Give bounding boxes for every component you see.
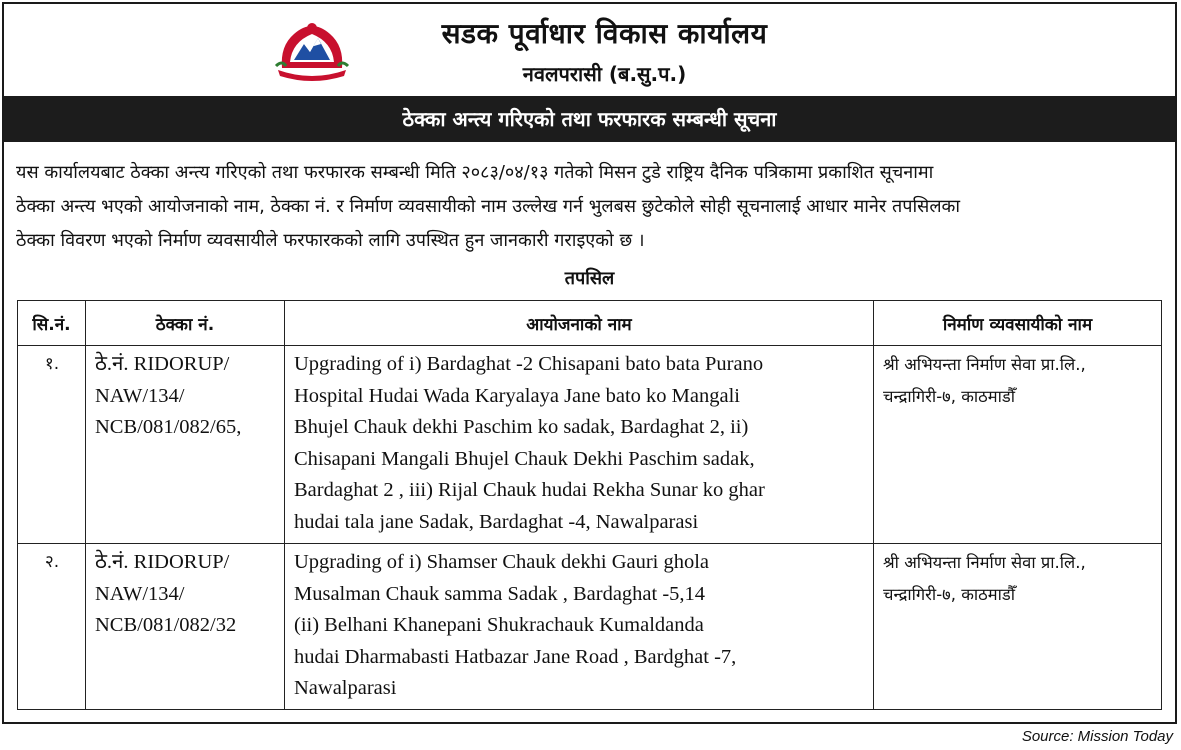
project-name-cell: Upgrading of i) Shamser Chauk dekhi Gauri ghola Musalman Chauk samma Sadak , Bardaghat -5,14 (ii) Belhani Khanepani Shukrachauk Kumaldanda hudai Dharmabasti Hatbazar Jane Road , Bardghat -7, Nawalparasi — [285, 544, 874, 710]
column-header-project-name: आयोजनाको नाम — [285, 301, 874, 346]
table-row — [18, 544, 1162, 710]
contract-no-cell: ठे.नं. RIDORUP/ NAW/134/ NCB/081/082/32 — [86, 544, 285, 710]
contractor-name-cell: श्री अभियन्ता निर्माण सेवा प्रा.लि., चन्द्रागिरी-७, काठमाडौँ — [874, 544, 1162, 710]
contract-table — [17, 300, 1162, 710]
project-name-cell: Upgrading of i) Bardaghat -2 Chisapani bato bata Purano Hospital Hudai Wada Karyalaya Jane bato ko Mangali Bhujel Chauk dekhi Paschim ko sadak, Bardaghat 2, ii) Chisapani Mangali Bhujel Chauk Dekhi Paschim sadak, Bardaghat 2 , iii) Rijal Chauk hudai Rekha Sunar ko ghar hudai tala jane Sadak, Bardaghat -4, Nawalparasi — [285, 346, 874, 544]
notice-title: ठेक्का अन्त्य गरिएको तथा फरफारक सम्बन्धी सूचना — [402, 107, 777, 131]
notice-body-line: ठेक्का अन्त्य भएको आयोजनाको नाम, ठेक्का नं. र निर्माण व्यवसायीको नाम उल्लेख गर्न भुलबस छुटेकोले सोही सूचनालाई आधार मानेर तपसिलका — [16, 196, 961, 217]
serial-cell: १. — [18, 346, 86, 544]
notice-body — [16, 156, 1166, 258]
column-header-serial: सि.नं. — [18, 301, 86, 346]
office-name: सडक पूर्वाधार विकास कार्यालय — [441, 17, 768, 50]
table-row — [18, 346, 1162, 544]
notice-header — [4, 4, 1175, 96]
source-credit: Source: Mission Today — [1021, 728, 1173, 745]
serial-cell: २. — [18, 544, 86, 710]
office-location: नवलपरासी (ब.सु.प.) — [522, 62, 687, 86]
notice-title-banner — [4, 96, 1175, 142]
notice-body-line: ठेक्का विवरण भएको निर्माण व्यवसायीले फरफारकको लागि उपस्थित हुन जानकारी गराइएको छ । — [16, 230, 645, 251]
column-header-contract-no: ठेक्का नं. — [86, 301, 285, 346]
schedule-title: तपसिल — [564, 268, 615, 289]
table-header-row — [18, 301, 1162, 346]
notice-body-line: यस कार्यालयबाट ठेक्का अन्त्य गरिएको तथा फरफारक सम्बन्धी मिति २०८३/०४/१३ गतेको मिसन टुडे राष्ट्रिय दैनिक पत्रिकामा प्रकाशित सूचनामा — [16, 162, 934, 183]
contract-no-cell: ठे.नं. RIDORUP/ NAW/134/ NCB/081/082/65, — [86, 346, 285, 544]
column-header-contractor-name: निर्माण व्यवसायीको नाम — [874, 301, 1162, 346]
contractor-name-cell: श्री अभियन्ता निर्माण सेवा प्रा.लि., चन्द्रागिरी-७, काठमाडौँ — [874, 346, 1162, 544]
